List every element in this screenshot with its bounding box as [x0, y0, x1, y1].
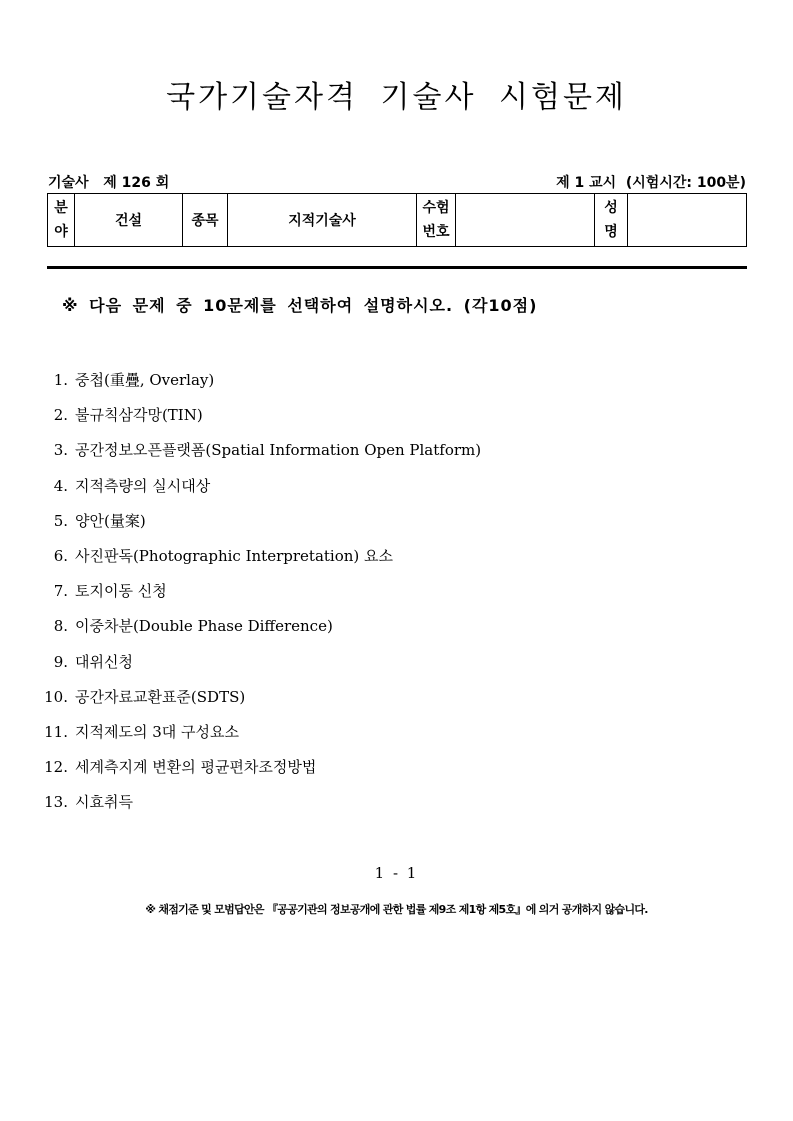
question-number: 1.: [53, 371, 68, 389]
field-value: 건설: [75, 194, 183, 247]
question-text: 양안(量案): [75, 511, 146, 530]
question-text: 공간자료교환표준(SDTS): [75, 687, 246, 706]
question-text: 사진판독(Photographic Interpretation) 요소: [75, 546, 393, 565]
question-number: 4.: [53, 476, 68, 495]
exam-number-label-line1: 수험: [422, 200, 450, 216]
exam-number-label-line2: 번호: [422, 224, 450, 240]
question-item: [40, 687, 740, 722]
question-item: [40, 722, 740, 757]
question-text: 이중차분(Double Phase Difference): [75, 617, 333, 636]
exam-number-field[interactable]: [456, 194, 595, 247]
question-item: [40, 757, 740, 792]
question-item: [40, 792, 740, 827]
question-number: 6.: [53, 546, 68, 565]
exam-number-label-cell: [417, 194, 456, 247]
exam-meta: [48, 172, 746, 192]
question-text: 토지이동 신청: [75, 582, 167, 601]
question-number: 2.: [53, 406, 68, 425]
name-label-line1: 성: [604, 200, 618, 216]
name-field[interactable]: [628, 194, 747, 247]
type-label: 종목: [183, 194, 228, 247]
page-number: 1 - 1: [374, 864, 419, 882]
question-list: [40, 370, 740, 827]
question-text: 중첩(重疊, Overlay): [75, 371, 215, 389]
question-item: [40, 581, 740, 616]
page-title: 국가기술자격 기술사 시험문제: [166, 80, 627, 115]
question-number: 11.: [44, 722, 68, 741]
instruction-text: ※ 다음 문제 중 10문제를 선택하여 설명하시오. (각10점): [62, 296, 538, 315]
field-label-line1: 분: [54, 200, 68, 216]
exam-session: 제 1 교시 (시험시간: 100분): [556, 175, 746, 191]
question-number: 8.: [53, 617, 68, 636]
question-text: 세계측지계 변환의 평균편차조정방법: [75, 758, 317, 777]
question-item: [40, 511, 740, 546]
name-label-line2: 명: [604, 224, 618, 240]
question-text: 공간정보오픈플랫폼(Spatial Information Open Platform): [75, 441, 482, 460]
question-number: 3.: [53, 441, 68, 460]
question-number: 10.: [44, 687, 68, 706]
name-label-cell: [595, 194, 628, 247]
question-number: 9.: [53, 652, 68, 671]
question-item: [40, 476, 740, 511]
type-value: 지적기술사: [228, 194, 417, 247]
field-label-cell: [48, 194, 75, 247]
question-number: 12.: [44, 758, 68, 777]
question-text: 대위신청: [75, 652, 133, 671]
question-item: [40, 440, 740, 475]
question-number: 7.: [53, 582, 68, 601]
question-text: 시효취득: [75, 793, 133, 812]
question-number: 13.: [44, 793, 68, 812]
question-text: 지적측량의 실시대상: [75, 476, 211, 495]
question-text: 불규칙삼각망(TIN): [75, 406, 203, 425]
question-item: [40, 370, 740, 405]
question-text: 지적제도의 3대 구성요소: [75, 722, 239, 741]
field-label-line2: 야: [54, 224, 68, 240]
question-number: 5.: [53, 511, 68, 530]
exam-info-table: [47, 193, 747, 247]
question-item: [40, 546, 740, 581]
question-item: [40, 616, 740, 651]
question-item: [40, 652, 740, 687]
exam-round: 기술사 제 126 회: [48, 175, 170, 191]
divider: [47, 266, 747, 269]
disclosure-note: ※ 채점기준 및 모범답안은 『공공기관의 정보공개에 관한 법률 제9조 제1항 제5호』에 의거 공개하지 않습니다.: [145, 903, 648, 916]
question-item: [40, 405, 740, 440]
